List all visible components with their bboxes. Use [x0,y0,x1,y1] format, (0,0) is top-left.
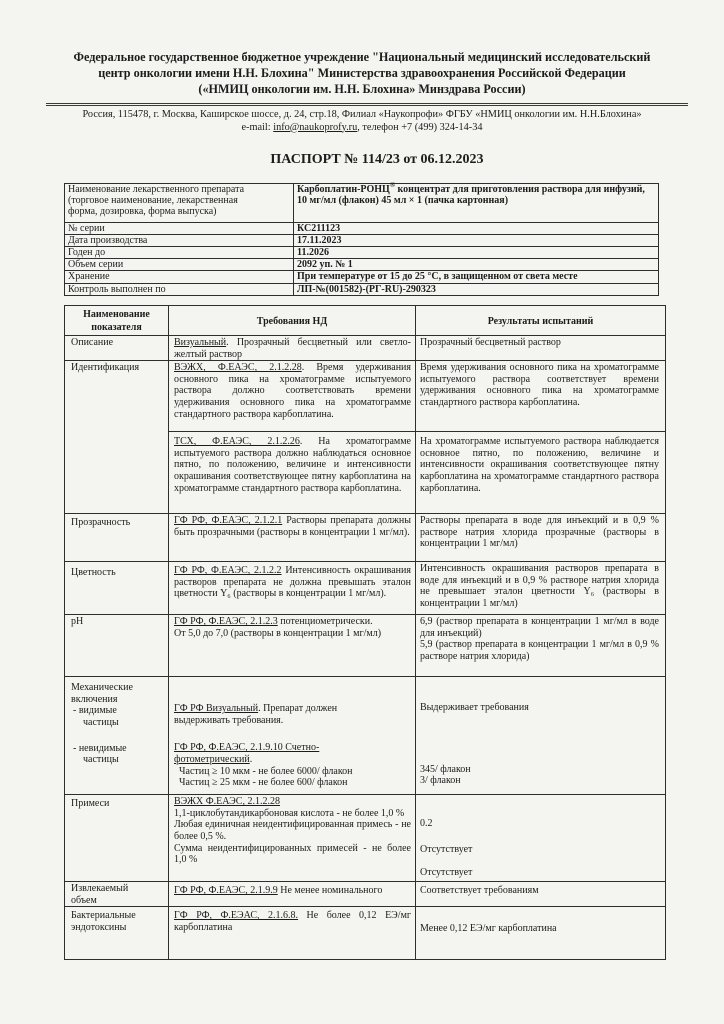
method-reference: ГФ РФ, Ф.ЕЭАС, 2.1.6.8. [174,910,299,922]
test-requirement [169,907,416,960]
invisible-particles-requirement [174,742,349,765]
product-value: ЛП-№(001582)-(РГ-RU)-290323 [294,284,659,296]
requirement-method-line [174,616,411,628]
product-trade-name: Карбоплатин-РОНЦ [297,184,390,195]
method-reference: ГФ РФ, Ф.ЕАЭС, 2.1.2.1 [174,515,283,527]
method-reference: Визуальный [174,337,227,348]
test-name: Извлекаемый объем [65,882,169,907]
product-value: 17.11.2023 [294,235,659,247]
test-name: Идентификация [65,361,169,514]
test-name: Механические включения [71,682,133,705]
requirement-text: Не менее номинального [277,885,383,897]
requirement-text: . Препарат должен выдерживать требования. [174,703,338,726]
requirement-method-line [174,796,411,808]
column-header-requirement: Требования НД [169,306,416,336]
product-name-value [294,181,659,223]
test-row-impurities [65,795,666,882]
postal-address: Россия, 115478, г. Москва, Каширское шоссе, д. 24, стр.18, Филиал «Наукопрофи» ФГБУ «НМИЦ онкологии им. Н.Н.Блохина» [82,109,642,120]
test-result [416,615,666,677]
registered-mark: ® [389,181,396,189]
impurity-result: Отсутствует [420,843,473,855]
product-value: При температуре от 15 до 25 °С, в защищенном от света месте [294,271,659,284]
ph-result-water: 6,9 (раствор препарата в концентрации 1 мг/мл в воде для инъекций) [420,616,659,639]
method-reference: ТСХ, Ф.ЕАЭС, 2.1.2.26 [174,436,300,448]
test-row-extractable-volume [65,882,666,907]
test-name: Описание [65,336,169,361]
product-label: Контроль выполнен по [65,284,294,296]
contact-block [0,109,724,134]
test-name: pH [65,615,169,677]
result-10um: 345/ флакон [420,763,471,775]
requirement-text: . [249,753,253,765]
product-row-name [65,184,659,223]
product-form: концентрат для приготовления раствора для инфузий, 10 мг/мл (флакон) 45 мл × 1 (пачка картонная) [297,184,645,206]
test-requirement [169,336,416,361]
limit-10um: Частиц ≥ 10 мкм - не более 6000/ флакон [179,765,353,777]
impurity-limit: Любая единичная неидентифицированная примесь - не более 0,5 %. [174,819,411,842]
method-reference: ВЭЖХ Ф.ЕАЭС, 2.1.2.28 [174,796,280,808]
test-result: На хроматограмме испытуемого раствора наблюдается основное пятно, по положению, величине и интенсивности окрашивания соответствующее пятну карбоплатина на хроматограмме стандартного раствора карбоплатина. [416,432,666,514]
test-result [416,677,666,795]
test-result [416,795,666,882]
phone-text: , телефон +7 (499) 324-14-34 [357,121,483,133]
method-reference: ГФ РФ Визуальный [174,703,259,715]
requirement-text: Не более 0,12 ЕЭ/мг карбоплатина [174,910,411,933]
impurity-limit: Сумма неидентифицированных примесей - не более 1,0 % [174,842,411,866]
method-reference: ВЭЖХ, Ф.ЕАЭС, 2.1.2.28 [174,362,302,374]
visible-particles-result: Выдерживает требования [420,702,529,714]
test-name: Примеси [65,795,169,882]
visible-particles-requirement [174,703,364,726]
test-result: Время удерживания основного пика на хроматограмме испытуемого раствора соответствует времени удерживания основного пика на хроматограмме стандартного раствора карбоплатина. [416,361,666,432]
test-result: Интенсивность окрашивания растворов препарата в воде для инъекций и в 0,9 % растворе натрия хлорида не превышает эталон цветности Y₆ (растворы в концентрации 1 мг/мл) [416,562,666,615]
result-25um: 3/ флакон [420,775,461,787]
requirement-text: Интенсивность окрашивания растворов препарата не должна превышать эталон цветности Y₆ (растворы в концентрации 1 мг/мл). [174,565,411,600]
requirement-text: Растворы препарата должны быть прозрачными (растворы в концентрации 1 мг/мл). [174,515,412,538]
ph-result-saline: 5,9 (раствор препарата в концентрации 1 мг/мл в 0,9 % растворе натрия хлорида) [420,639,659,662]
test-requirement [169,432,416,514]
endotoxins-result: Менее 0,12 ЕЭ/мг карбоплатина [420,923,557,935]
org-line: Федеральное государственное бюджетное учреждение "Национальный медицинский исследовательский [73,50,651,64]
test-requirement [169,677,416,795]
email-label: e-mail: [241,121,274,133]
requirement-text: . На хроматограмме испытуемого раствора должно наблюдаться основное пятно, по положению, величине и интенсивности окрашивания соответствующее пятну карбоплатина на хроматограмме стандартного раствора карбоплатина. [174,436,411,494]
test-row-ph [65,615,666,677]
product-value: 11.2026 [294,247,659,259]
test-requirement [169,882,416,907]
test-row-color [65,562,666,615]
test-result [416,907,666,960]
test-requirement [169,514,416,562]
test-requirement [169,795,416,882]
test-requirement [169,615,416,677]
product-label: № серии [65,223,294,235]
test-result: Прозрачный бесцветный раствор [416,336,666,361]
requirement-text: . Прозрачный бесцветный или светло-желтый раствор [174,337,411,360]
method-reference: ГФ РФ, Ф.ЕАЭС, 2.1.9.10 Счетно-фотометрический [174,742,320,765]
subtest-name-visible: - видимые частицы [73,705,119,728]
method-reference: ГФ РФ, Ф.ЕАЭС, 2.1.2.3 [174,616,278,628]
test-name: Цветность [65,562,169,615]
header-divider [46,103,688,106]
impurity-result: Отсутствует [420,867,473,879]
product-row-batch [65,223,659,235]
product-info-table [64,183,659,296]
document-title: ПАСПОРТ № 114/23 от 06.12.2023 [270,152,484,167]
column-header-result: Результаты испытаний [416,306,666,336]
impurity-limit: 1,1-циклобутандикарбоновая кислота - не более 1,0 % [174,807,405,819]
requirement-text: . Время удерживания основного пика на хроматограмме испытуемого раствора должно соответствовать времени удерживания основного пика на хроматограмме стандартного раствора карбоплатина. [174,362,411,420]
impurity-result: 0.2 [420,818,433,830]
test-requirement [169,562,416,615]
column-header-name: Наименование показателя [65,306,169,336]
ph-range: От 5,0 до 7,0 (растворы в концентрации 1 мг/мл) [174,627,382,639]
test-name: Прозрачность [65,514,169,562]
method-reference: ГФ РФ, Ф.ЕАЭС, 2.1.9.9 [174,885,278,897]
product-label: Дата производства [65,235,294,247]
product-value: 2092 уп. № 1 [294,259,659,271]
email-link[interactable]: info@naukoprofy.ru [273,121,358,133]
test-result: Соответствует требованиям [416,882,666,907]
subtest-name-invisible: - невидимые частицы [73,742,127,766]
product-row-manufacture-date [65,235,659,247]
contact-line [0,122,724,135]
product-row-control-spec [65,284,659,296]
product-value: КС211123 [294,223,659,235]
product-row-expiry [65,247,659,259]
test-row-mechanical-inclusions [65,677,666,795]
test-row-identification-hplc [65,361,666,432]
product-label: Объем серии [65,259,294,271]
product-label: Годен до [65,247,294,259]
test-row-description [65,336,666,361]
org-line: центр онкологии имени Н.Н. Блохина" Министерства здравоохранения Российской Федерации [98,66,626,80]
org-line: («НМИЦ онкологии им. Н.Н. Блохина» Минздрава России) [198,82,526,96]
product-row-storage [65,271,659,284]
test-row-transparency [65,514,666,562]
limit-25um: Частиц ≥ 25 мкм - не более 600/ флакон [179,777,348,789]
product-label: Наименование лекарственного препарата (торговое наименование, лекарственная форма, дозировка, форма выпуска) [65,184,294,223]
test-results-table [64,305,666,960]
test-requirement [169,361,416,432]
product-label: Хранение [65,271,294,284]
test-result: Растворы препарата в воде для инъекций и в 0,9 % растворе натрия хлорида прозрачные (растворы в концентрации 1 мг/мл) [416,514,666,562]
test-name: Бактериальные эндотоксины [65,907,169,960]
test-row-endotoxins [65,907,666,960]
table-header-row [65,306,666,336]
product-row-batch-size [65,259,659,271]
test-name-cell [65,677,169,795]
method-reference: ГФ РФ, Ф.ЕАЭС, 2.1.2.2 [174,565,282,577]
organization-header [0,49,724,97]
requirement-text: потенциометрически. [277,616,373,628]
